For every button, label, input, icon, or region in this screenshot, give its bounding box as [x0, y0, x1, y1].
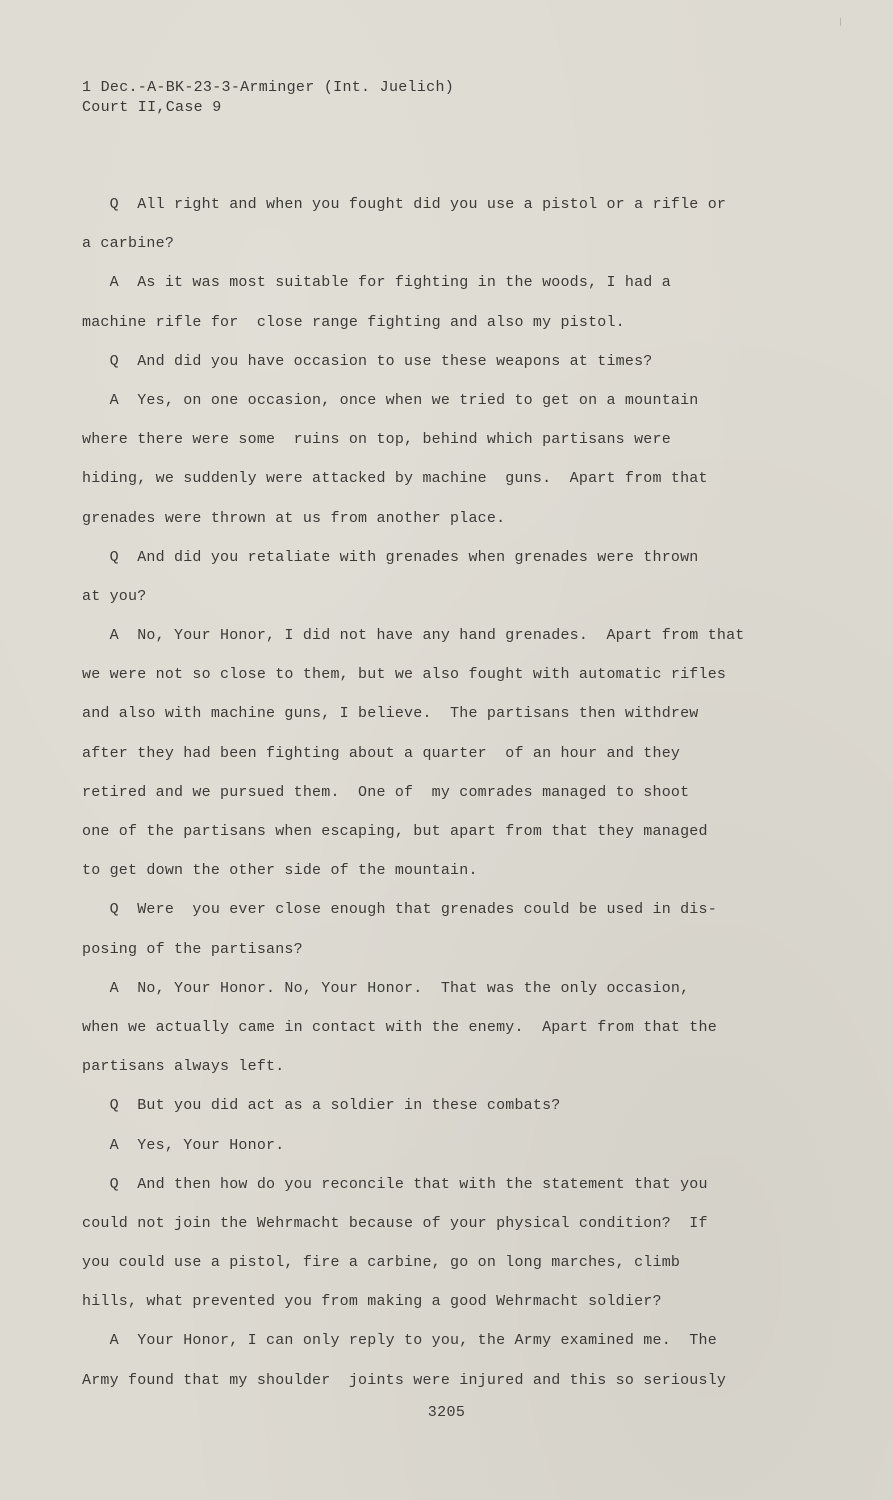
transcript-line: A As it was most suitable for fighting in the woods, I had a	[82, 274, 671, 292]
transcript-line: at you?	[82, 587, 147, 605]
transcript-line: A No, Your Honor, I did not have any hand grenades. Apart from that	[82, 627, 745, 645]
transcript-line: partisans always left.	[82, 1058, 285, 1076]
header-court-line: Court II,Case 9	[82, 99, 222, 116]
header-reference-line: 1 Dec.-A-BK-23-3-Arminger (Int. Juelich)	[82, 79, 455, 96]
transcript-line: Q But you did act as a soldier in these combats?	[82, 1097, 561, 1115]
transcript-line: A Yes, on one occasion, once when we tried to get on a mountain	[82, 391, 699, 409]
transcript-line: Q And did you retaliate with grenades when grenades were thrown	[82, 548, 699, 566]
transcript-line: when we actually came in contact with the enemy. Apart from that the	[82, 1018, 717, 1036]
transcript-line: Q And did you have occasion to use these weapons at times?	[82, 352, 653, 370]
transcript-line: where there were some ruins on top, behind which partisans were	[82, 431, 671, 449]
transcript-line: one of the partisans when escaping, but apart from that they managed	[82, 823, 708, 840]
transcript-line: A No, Your Honor. No, Your Honor. That was the only occasion,	[82, 979, 690, 997]
transcript-line: posing of the partisans?	[82, 940, 303, 958]
transcript-line: after they had been fighting about a quarter of an hour and they	[82, 744, 681, 762]
transcript-line: Q And then how do you reconcile that with the statement that you	[82, 1175, 708, 1193]
transcript-line: machine rifle for close range fighting and also my pistol.	[82, 313, 625, 331]
page-number: 3205	[427, 1404, 466, 1421]
transcript-body	[82, 193, 782, 1408]
transcript-line: hiding, we suddenly were attacked by machine guns. Apart from that	[82, 470, 708, 488]
transcript-line: a carbine?	[82, 235, 175, 253]
transcript-line: you could use a pistol, fire a carbine, go on long marches, climb	[82, 1254, 681, 1272]
transcript-line: Q Were you ever close enough that grenades could be used in dis-	[82, 901, 717, 919]
transcript-line: A Yes, Your Honor.	[82, 1136, 285, 1154]
transcript-line: to get down the other side of the mountain.	[82, 862, 478, 880]
transcript-line: retired and we pursued them. One of my comrades managed to shoot	[82, 783, 690, 801]
transcript-line: we were not so close to them, but we also fought with automatic rifles	[82, 666, 727, 684]
transcript-line: Army found that my shoulder joints were injured and this so seriously	[82, 1371, 727, 1389]
transcript-line: Q All right and when you fought did you use a pistol or a rifle or	[82, 196, 727, 213]
transcript-line: and also with machine guns, I believe. The partisans then withdrew	[82, 705, 699, 723]
transcript-line: hills, what prevented you from making a good Wehrmacht soldier?	[82, 1293, 662, 1311]
document-header	[82, 78, 454, 118]
transcript-line: could not join the Wehrmacht because of your physical condition? If	[82, 1214, 708, 1232]
transcript-line: grenades were thrown at us from another place.	[82, 509, 506, 527]
transcript-line: A Your Honor, I can only reply to you, the Army examined me. The	[82, 1332, 717, 1350]
paper-mark	[840, 18, 841, 26]
